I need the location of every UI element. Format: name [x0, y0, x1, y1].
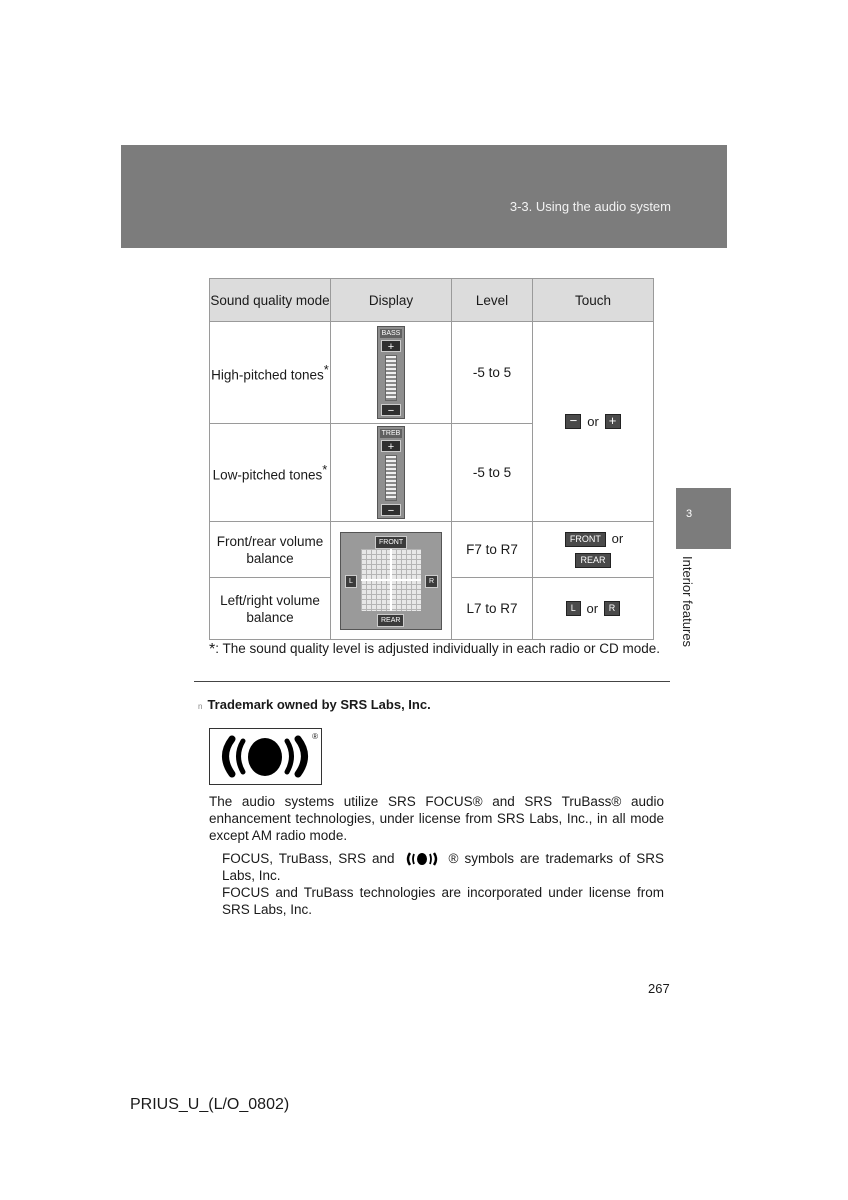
balance-grid-display	[340, 532, 442, 630]
treble-label: TREB	[381, 430, 401, 437]
or-text: or	[586, 600, 599, 616]
bass-label: BASS	[381, 330, 401, 337]
bullet-marker: n	[198, 702, 203, 711]
header-touch: Touch	[533, 279, 654, 322]
mode-cell: Left/right volume balance	[210, 578, 331, 640]
registered-mark: ®	[312, 732, 318, 741]
front-icon: FRONT	[375, 536, 407, 549]
level-cell: -5 to 5	[452, 424, 533, 522]
bass-slider-display	[377, 326, 405, 419]
touch-cell	[533, 522, 654, 578]
srs-logo-box	[209, 728, 322, 785]
front-button: FRONT	[565, 532, 606, 547]
footnote-text: : The sound quality level is adjusted individually in each radio or CD mode.	[215, 641, 660, 656]
slider-track	[385, 355, 397, 401]
trademark-text-before: FOCUS, TruBass, SRS and	[222, 851, 401, 866]
footnote	[209, 641, 660, 659]
chapter-tab	[676, 488, 731, 549]
header-mode: Sound quality mode	[210, 279, 331, 322]
header-level: Level	[452, 279, 533, 322]
rear-icon: REAR	[377, 614, 404, 627]
section-title: 3-3. Using the audio system	[509, 199, 671, 214]
srs-symbol-icon	[405, 851, 439, 867]
left-button: L	[566, 601, 581, 616]
or-text: or	[611, 530, 624, 546]
minus-button: −	[565, 414, 581, 429]
plus-icon: +	[381, 440, 401, 452]
right-icon: R	[425, 575, 438, 588]
left-icon: L	[345, 575, 357, 588]
slider-track	[385, 455, 397, 501]
sound-quality-table	[209, 278, 654, 640]
chapter-number: 3	[686, 508, 693, 520]
mode-cell	[210, 424, 331, 522]
table-header-row	[210, 279, 654, 322]
header-display: Display	[331, 279, 452, 322]
srs-paragraph: The audio systems utilize SRS FOCUS® and SRS TruBass® audio enhancement technologies, under license from SRS Labs, Inc., in all mode except AM radio mode.	[209, 794, 664, 843]
plus-icon: +	[381, 340, 401, 352]
touch-cell	[533, 578, 654, 640]
asterisk-mark: *	[209, 641, 216, 658]
level-cell: -5 to 5	[452, 322, 533, 424]
chapter-label: Interior features	[680, 556, 695, 648]
table-row	[210, 522, 654, 578]
touch-cell	[533, 322, 654, 522]
page-number: 267	[648, 981, 670, 996]
divider	[194, 681, 670, 682]
technology-paragraph: FOCUS and TruBass technologies are incorporated under license from SRS Labs, Inc.	[222, 885, 664, 917]
mode-cell: Front/rear volume balance	[210, 522, 331, 578]
display-cell	[331, 322, 452, 424]
mode-label: High-pitched tones	[211, 367, 324, 383]
table-row	[210, 322, 654, 424]
asterisk-mark: *	[323, 362, 329, 378]
minus-icon: −	[381, 504, 401, 516]
level-cell: F7 to R7	[452, 522, 533, 578]
mode-label: Low-pitched tones	[212, 467, 323, 483]
plus-button: +	[605, 414, 621, 429]
level-cell: L7 to R7	[452, 578, 533, 640]
or-text: or	[587, 413, 599, 429]
display-cell	[331, 424, 452, 522]
srs-logo-icon	[210, 729, 321, 784]
minus-icon: −	[381, 404, 401, 416]
balance-grid	[361, 549, 421, 611]
asterisk-mark: *	[322, 462, 328, 478]
trademark-heading-text: Trademark owned by SRS Labs, Inc.	[207, 697, 431, 712]
document-code: PRIUS_U_(L/O_0802)	[130, 1096, 290, 1113]
treble-slider-display	[377, 426, 405, 519]
right-button: R	[604, 601, 621, 616]
display-cell	[331, 522, 452, 640]
trademark-paragraph	[222, 850, 664, 884]
section-header-bar	[121, 145, 727, 248]
rear-button: REAR	[575, 553, 610, 568]
trademark-text-after: ® symbols are trademarks of SRS Labs, Inc.	[222, 851, 664, 884]
mode-cell	[210, 322, 331, 424]
trademark-heading	[198, 697, 431, 712]
